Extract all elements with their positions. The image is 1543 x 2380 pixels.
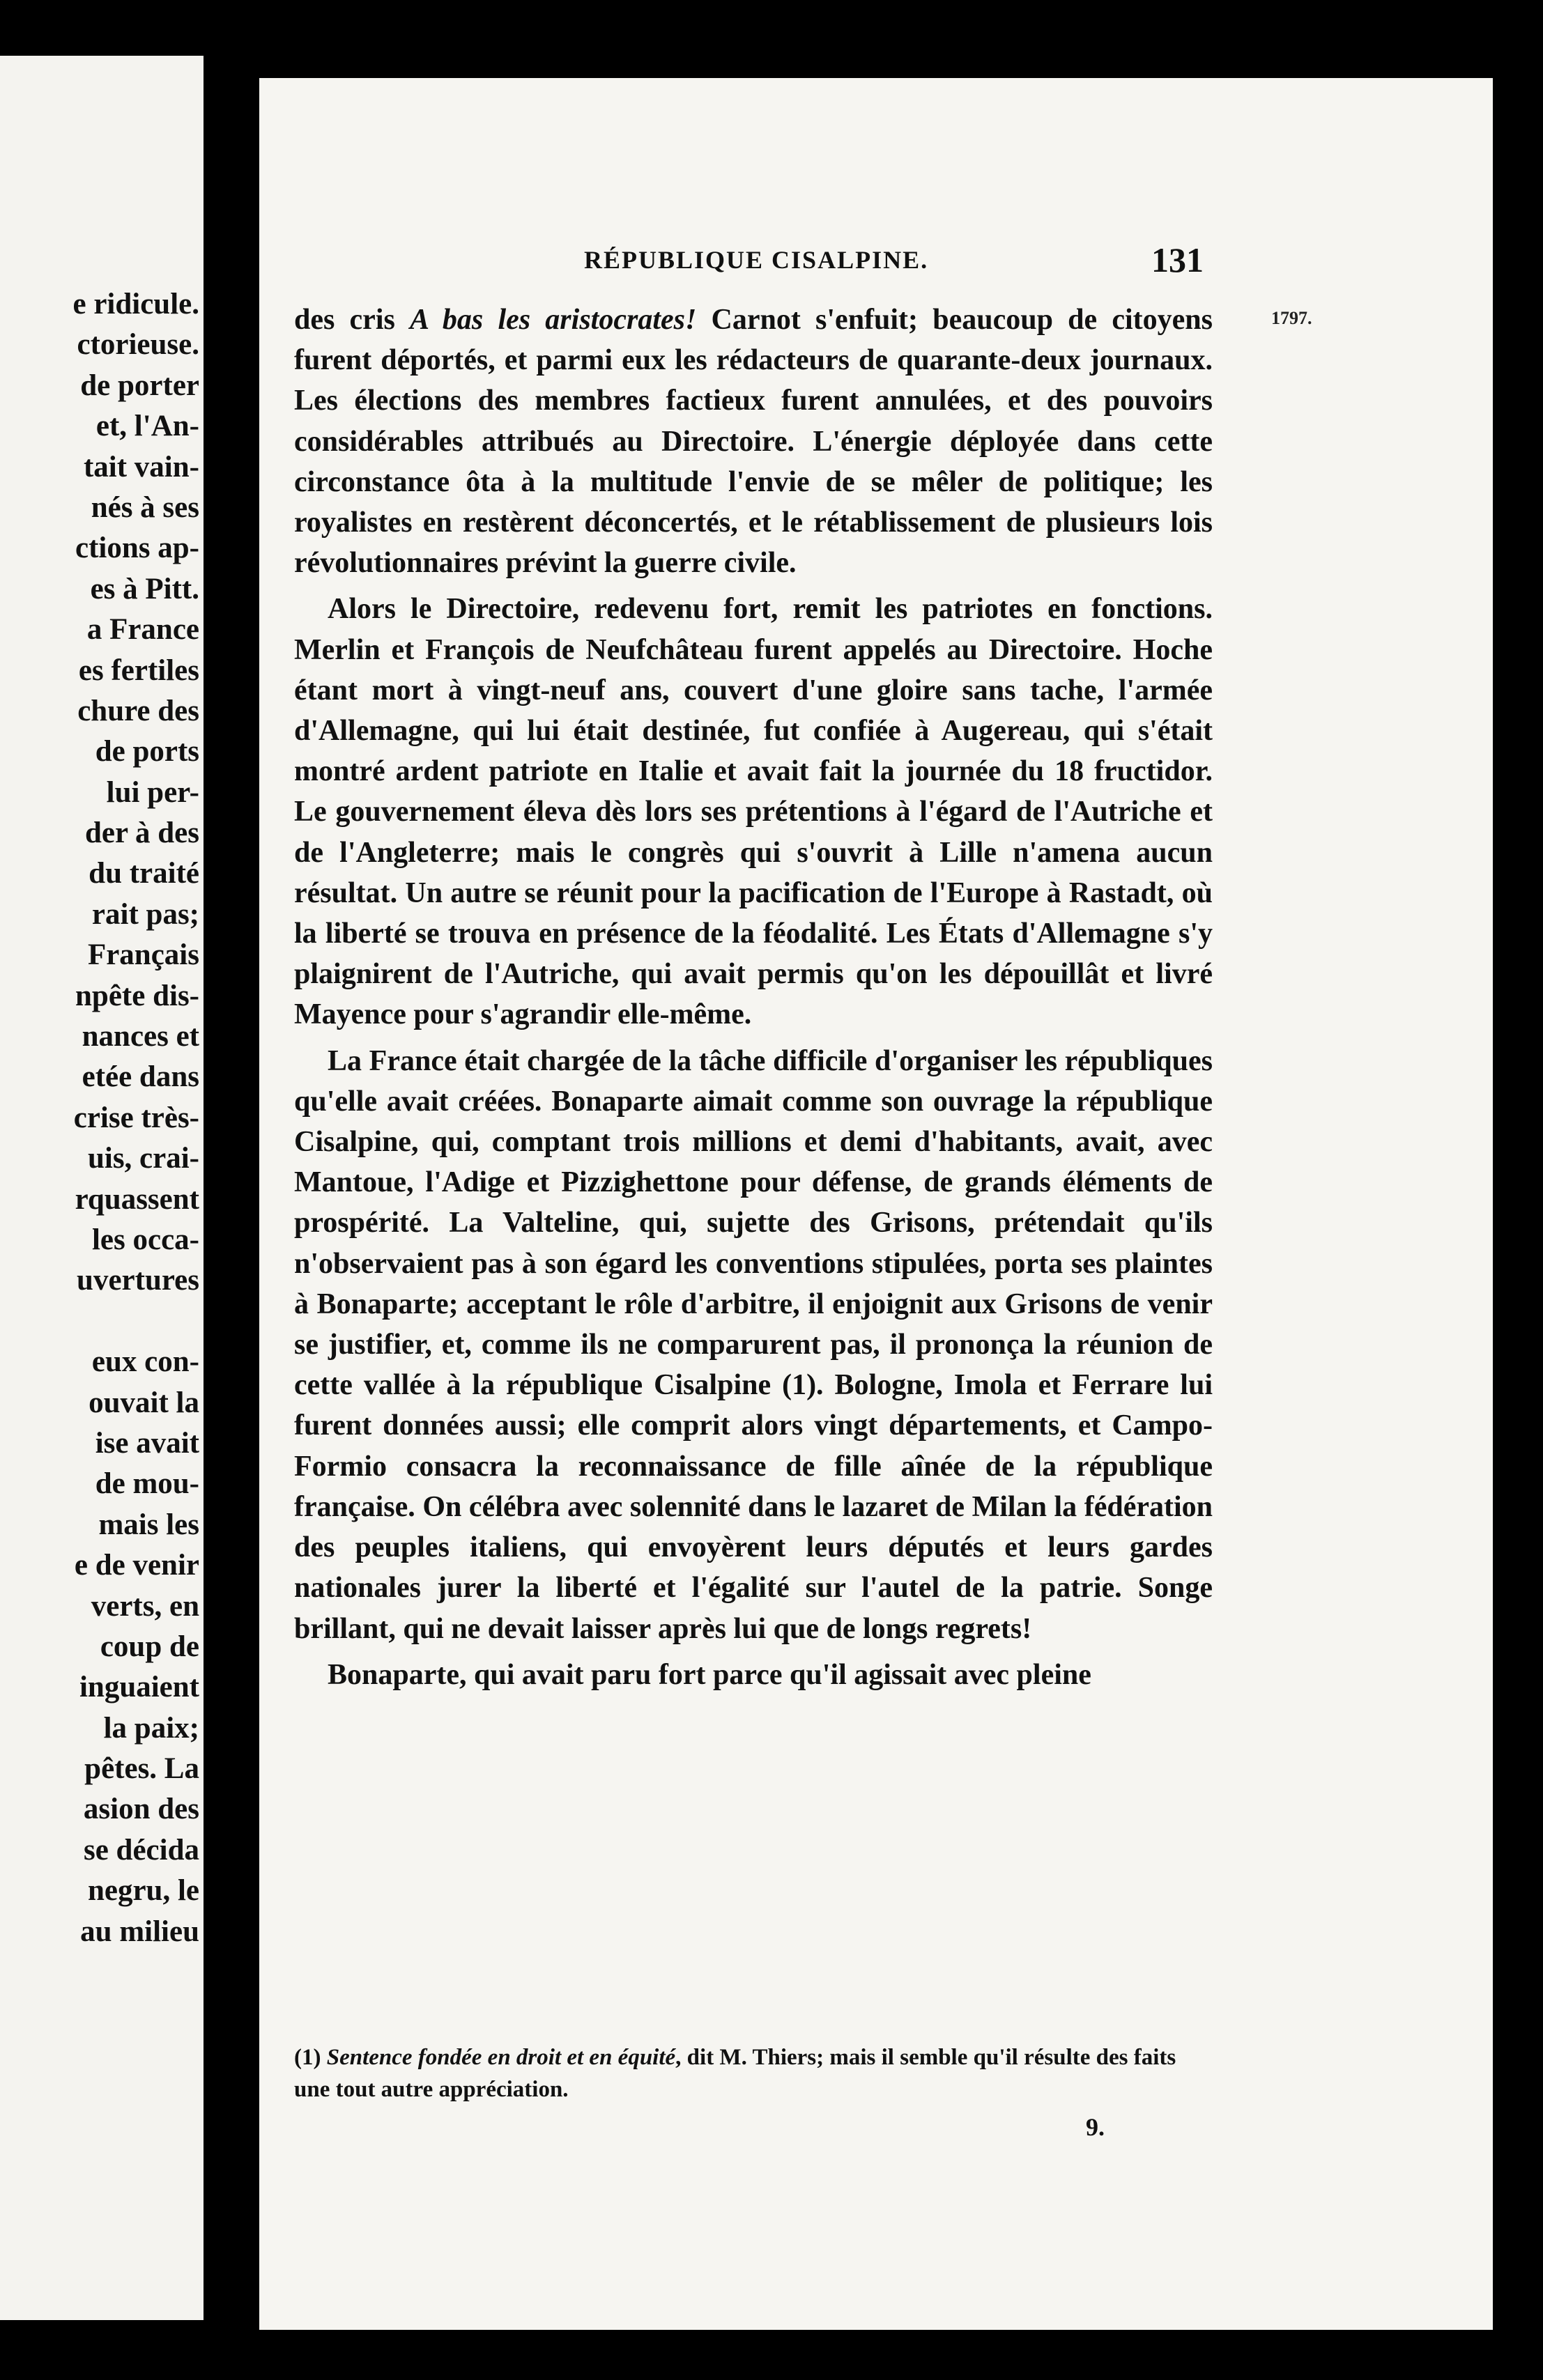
left-line: verts, en [91,1589,199,1623]
left-line: et, l'An- [95,410,199,443]
page-number: 131 [1151,240,1204,279]
left-line: asion des [83,1793,199,1826]
footnote-rest: , dit M. Thiers; mais il semble qu'il résulte des faits une tout autre appréciation. [294,2045,1176,2102]
book-gutter [204,0,259,2380]
left-line: negru, le [87,1874,199,1908]
left-line: au milieu [80,1915,199,1948]
left-line: les occa- [91,1223,199,1256]
running-title: RÉPUBLIQUE CISALPINE. [584,246,929,274]
left-line: uvertures [77,1264,199,1297]
body-text [294,300,1213,1695]
left-line: de mou- [95,1467,199,1501]
left-line: ise avait [95,1426,199,1460]
paragraph-4: Bonaparte, qui avait paru fort parce qu'il agissait avec pleine [328,1658,1091,1691]
signature-mark: 9. [1086,2113,1105,2141]
left-line: es à Pitt. [90,572,199,605]
left-line: eux con- [91,1345,199,1379]
left-line: ctorieuse. [77,328,199,362]
left-line: uis, crai- [87,1142,199,1175]
p1-start: des cris [294,304,410,336]
left-line: npête dis- [75,979,199,1012]
main-page [259,78,1493,2330]
p1-rest: Carnot s'enfuit; beaucoup de citoyens furent déportés, et parmi eux les rédacteurs de quarante-deux journaux. Les élections des membres factieux furent annulées, et des pouvoirs considérables attribués au Directoire. L'énergie déployée dans cette circonstance ôta à la multitude l'envie de se mêler de politique; les royalistes en restèrent déconcertés, et le rétablissement de plusieurs lois révolutionnaires prévint la guerre civile. [294,304,1213,580]
left-line: der à des [84,817,199,850]
left-line: etée dans [82,1060,199,1094]
left-line: nés à ses [91,490,199,524]
left-line: rait pas; [91,897,199,931]
left-line: Français [87,938,199,972]
left-line: es fertiles [78,654,199,687]
left-line [72,1301,199,1342]
left-line: lui per- [106,775,199,809]
left-line: a France [86,613,199,647]
left-line: pêtes. La [84,1752,199,1786]
left-line: ouvait la [89,1386,199,1419]
left-line: mais les [98,1508,199,1541]
margin-year-note: 1797. [1271,308,1312,328]
left-line: du traité [89,857,199,890]
p1-italic-quote: A bas les aristocrates! [410,304,697,336]
left-line: inguaient [79,1671,199,1704]
left-page-text [72,284,199,1952]
running-head [259,240,1493,287]
paragraph-2: Alors le Directoire, redevenu fort, remit les patriotes en fonctions. Merlin et François de Neufchâteau furent appelés au Directoire. Hoche étant mort à vingt-neuf ans, couvert d'une gloire sans tache, l'armée d'Allemagne, qui lui était destinée, fut confiée à Augereau, qui s'était montré ardent patriote en Italie et avait fait la journée du 18 fructidor. Le gouvernement éleva dès lors ses prétentions à l'égard de l'Autriche et de l'Angleterre; mais le congrès qui s'ouvrit à Lille n'amena aucun résultat. Un autre se réunit pour la pacification de l'Europe à Rastadt, où la liberté se trouva en présence de la féodalité. Les États d'Allemagne s'y plaignirent de l'Autriche, qui avait permis qu'on les dépouillât et livré Mayence pour s'agrandir elle-même. [294,593,1213,1031]
left-line: chure des [77,694,199,727]
left-line: nances et [82,1020,199,1053]
footnote [294,2041,1213,2105]
left-line: e ridicule. [72,288,199,320]
left-line: la paix; [103,1711,199,1745]
footnote-marker: (1) [294,2045,327,2070]
left-line: ctions ap- [75,532,199,565]
left-line: crise très- [73,1101,199,1134]
left-line: tait vain- [83,450,199,484]
left-line: de ports [95,735,199,768]
left-line: de porter [80,369,199,402]
footnote-italic: Sentence fondée en droit et en équité [326,2045,676,2070]
left-line: se décida [83,1833,199,1867]
left-line: rquassent [75,1182,199,1216]
left-line: e de venir [74,1549,199,1582]
left-line: coup de [100,1630,199,1663]
paragraph-1 [294,300,1213,583]
left-facing-page [0,56,204,2320]
paragraph-3: La France était chargée de la tâche difficile d'organiser les républiques qu'elle avait créées. Bonaparte aimait comme son ouvrage la république Cisalpine, qui, comptant trois millions et demi d'habitants, avait, avec Mantoue, l'Adige et Pizzighettone pour défense, de grands éléments de prospérité. La Valteline, qui, sujette des Grisons, prétendait qu'ils n'observaient pas à son égard les conventions stipulées, porta ses plaintes à Bonaparte; acceptant le rôle d'arbitre, il enjoignit aux Grisons de venir se justifier, et, comme ils ne comparurent pas, il prononça la réunion de cette vallée à la république Cisalpine (1). Bologne, Imola et Ferrare lui furent données aussi; elle comprit alors vingt départements, et Campo-Formio consacra la reconnaissance de fille aînée de la république française. On célébra avec solennité dans le lazaret de Milan la fédération des peuples italiens, qui envoyèrent leurs députés et leurs gardes nationales jurer la liberté et l'égalité sur l'autel de la patrie. Songe brillant, qui ne devait laisser après lui que de longs regrets! [294,1044,1213,1645]
